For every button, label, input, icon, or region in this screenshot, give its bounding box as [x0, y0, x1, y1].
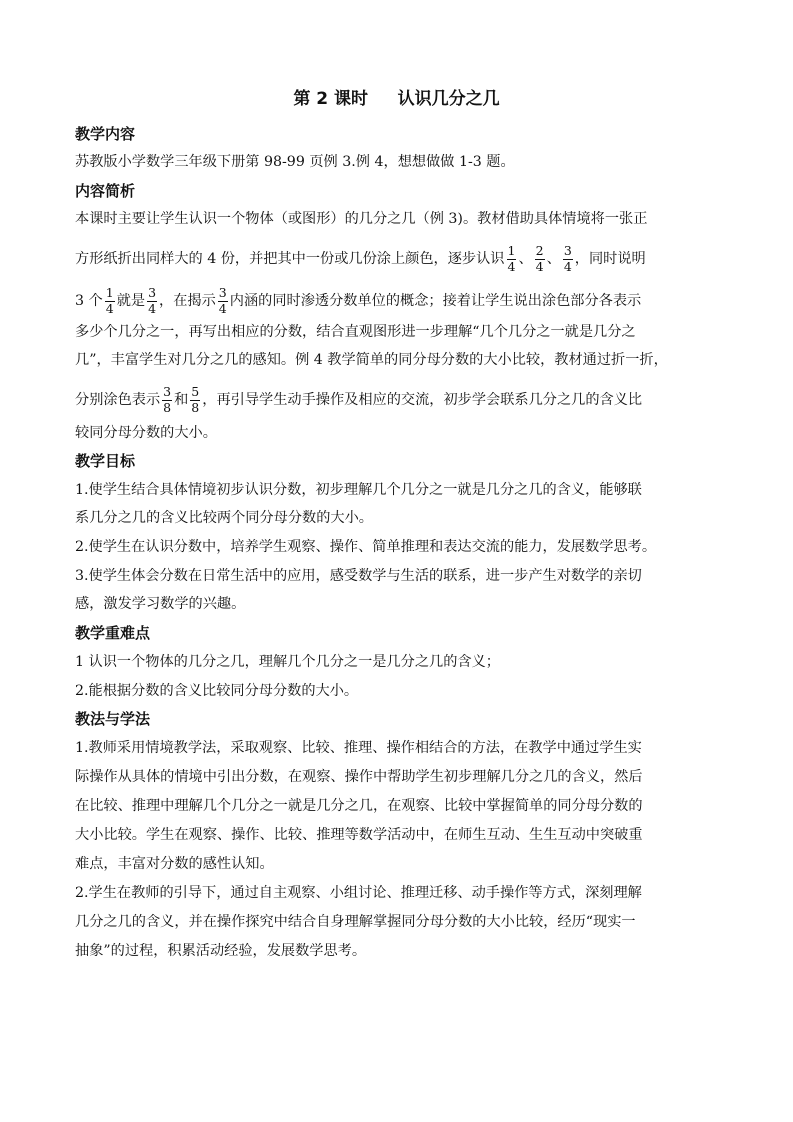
goals-line-4: 3.使学生体会分数在日常生活中的应用，感受数学与生活的联系，进一步产生对数学的亲切: [75, 568, 642, 584]
content-line-1: 苏教版小学数学三年级下册第 98-99 页例 3.例 4，想想做做 1-3 题。: [75, 154, 515, 170]
fraction-one-quarter: $\frac{1}{4}$: [105, 285, 114, 316]
fraction-three-eighths: $\frac{3}{8}$: [163, 384, 172, 415]
heading-content-analysis: 内容简析: [75, 182, 136, 200]
methods-line-1: 1.教师采用情境教学法，采取观察、比较、推理、操作相结合的方法，在教学中通过学生实: [75, 740, 642, 756]
fraction-five-eighths: $\frac{5}{8}$: [191, 384, 200, 415]
analysis-line-7: 较同分母分数的大小。: [75, 425, 217, 441]
methods-line-7: 几分之几的含义，并在操作探究中结合自身理解掌握同分母分数的大小比较，经历“现实一: [75, 914, 636, 930]
goals-line-5: 感，激发学习数学的兴趣。: [75, 596, 246, 612]
methods-line-4: 大小比较。学生在观察、操作、比较、推理等数学活动中，在师生互动、生生互动中突破重: [75, 827, 643, 843]
heading-teaching-goals: 教学目标: [75, 452, 136, 470]
fraction-three-quarters: $\frac{3}{4}$: [563, 243, 572, 274]
analysis-line-1: 本课时主要让学生认识一个物体（或图形）的几分之几（例 3)。教材借助具体情境将一张正: [75, 211, 648, 227]
goals-line-1: 1.使学生结合具体情境初步认识分数，初步理解几个几分之一就是几分之几的含义，能够联: [75, 482, 642, 498]
fraction-one-quarter: $\frac{1}{4}$: [507, 243, 516, 274]
fraction-two-quarters: $\frac{2}{4}$: [535, 243, 544, 274]
goals-line-3: 2.使学生在认识分数中，培养学生观察、操作、简单推理和表达交流的能力，发展数学思考。: [75, 539, 657, 555]
methods-line-8: 抽象”的过程，积累活动经验，发展数学思考。: [75, 943, 367, 959]
keypoints-line-2: 2.能根据分数的含义比较同分母分数的大小。: [75, 683, 359, 699]
keypoints-line-1: 1 认识一个物体的几分之几，理解几个几分之一是几分之几的含义；: [75, 654, 500, 670]
heading-methods: 教法与学法: [75, 710, 151, 728]
analysis-line-2: 方形纸折出同样大的 4 份，并把其中一份或几份涂上颜色，逐步认识 $\frac{1}{4}$ 、 $\frac{2}{4}$ 、 $\frac{3}{4}$ ，同时说明: [75, 243, 646, 274]
analysis-line-3: 3 个 $\frac{1}{4}$ 就是 $\frac{3}{4}$ ，在揭示 $\frac{3}{4}$ 内涵的同时渗透分数单位的概念；接着让学生说出涂色部分各表示: [75, 285, 642, 316]
analysis-line-6: 分别涂色表示 $\frac{3}{8}$ 和 $\frac{5}{8}$ ，再引导学生动手操作及相应的交流，初步学会联系几分之几的含义比: [75, 384, 643, 415]
page-title: 第 2 课时 认识几分之几: [293, 89, 500, 109]
methods-line-3: 在比较、推理中理解几个几分之一就是几分之几，在观察、比较中掌握简单的同分母分数的: [75, 798, 643, 814]
methods-line-6: 2.学生在教师的引导下，通过自主观察、小组讨论、推理迁移、动手操作等方式，深刻理解: [75, 885, 642, 901]
methods-line-5: 难点，丰富对分数的感性认知。: [75, 856, 274, 872]
fraction-three-quarters: $\frac{3}{4}$: [148, 285, 157, 316]
fraction-three-quarters: $\frac{3}{4}$: [218, 285, 227, 316]
analysis-line-5: 几”，丰富学生对几分之几的感知。例 4 教学简单的同分母分数的大小比较，教材通过折一折，: [75, 352, 668, 368]
heading-key-points: 教学重难点: [75, 624, 151, 642]
methods-line-2: 际操作从具体的情境中引出分数，在观察、操作中帮助学生初步理解几分之几的含义，然后: [75, 769, 643, 785]
goals-line-2: 系几分之几的含义比较两个同分母分数的大小。: [75, 510, 373, 526]
heading-teaching-content: 教学内容: [75, 125, 136, 143]
analysis-line-4: 多少个几分之一，再写出相应的分数，结合直观图形进一步理解“几个几分之一就是几分之: [75, 324, 636, 340]
